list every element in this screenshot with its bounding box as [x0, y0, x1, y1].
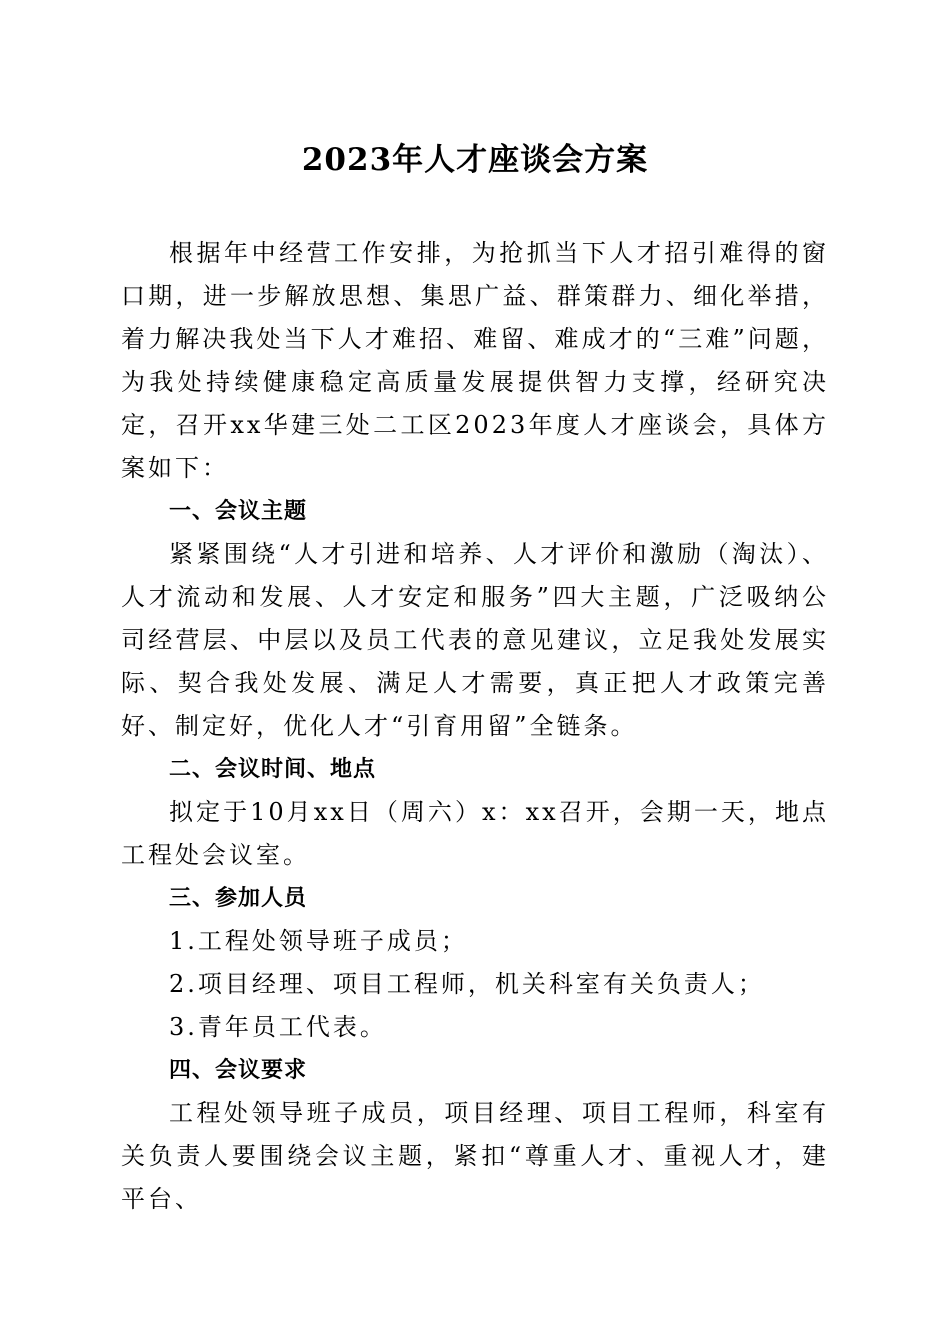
attendee-item: 1.工程处领导班子成员； — [169, 927, 468, 955]
attendee-item: 3.青年员工代表。 — [169, 1013, 387, 1041]
document-title: 2023年人才座谈会方案 — [301, 142, 649, 178]
section-body-time-place: 拟定于10月xx日（周六）x：xx召开，会期一天，地点工程处会议室。 — [121, 798, 829, 869]
intro-paragraph: 根据年中经营工作安排，为抢抓当下人才招引难得的窗口期，进一步解放思想、集思广益、群策群力、细化举措，着力解决我处当下人才难招、难留、难成才的“三难”问题，为我处持续健康稳定高质量发展提供智力支撑，经研究决定，召开xx华建三处二工区2023年度人才座谈会，具体方案如下： — [121, 239, 829, 482]
section-heading-requirements: 四、会议要求 — [169, 1058, 308, 1083]
section-heading-attendees: 三、参加人员 — [169, 886, 308, 911]
document-body — [121, 232, 829, 1221]
section-heading-time-place: 二、会议时间、地点 — [169, 757, 377, 782]
attendee-item: 2.项目经理、项目工程师，机关科室有关负责人； — [169, 970, 765, 998]
section-body-theme: 紧紧围绕“人才引进和培养、人才评价和激励（淘汰）、人才流动和发展、人才安定和服务”四大主题，广泛吸纳公司经营层、中层以及员工代表的意见建议，立足我处发展实际、契合我处发展、满足人才需要，真正把人才政策完善好、制定好，优化人才“引育用留”全链条。 — [121, 540, 829, 740]
section-heading-theme: 一、会议主题 — [169, 499, 308, 524]
section-body-requirements: 工程处领导班子成员，项目经理、项目工程师，科室有关负责人要围绕会议主题，紧扣“尊重人才、重视人才，建平台、 — [121, 1099, 829, 1213]
